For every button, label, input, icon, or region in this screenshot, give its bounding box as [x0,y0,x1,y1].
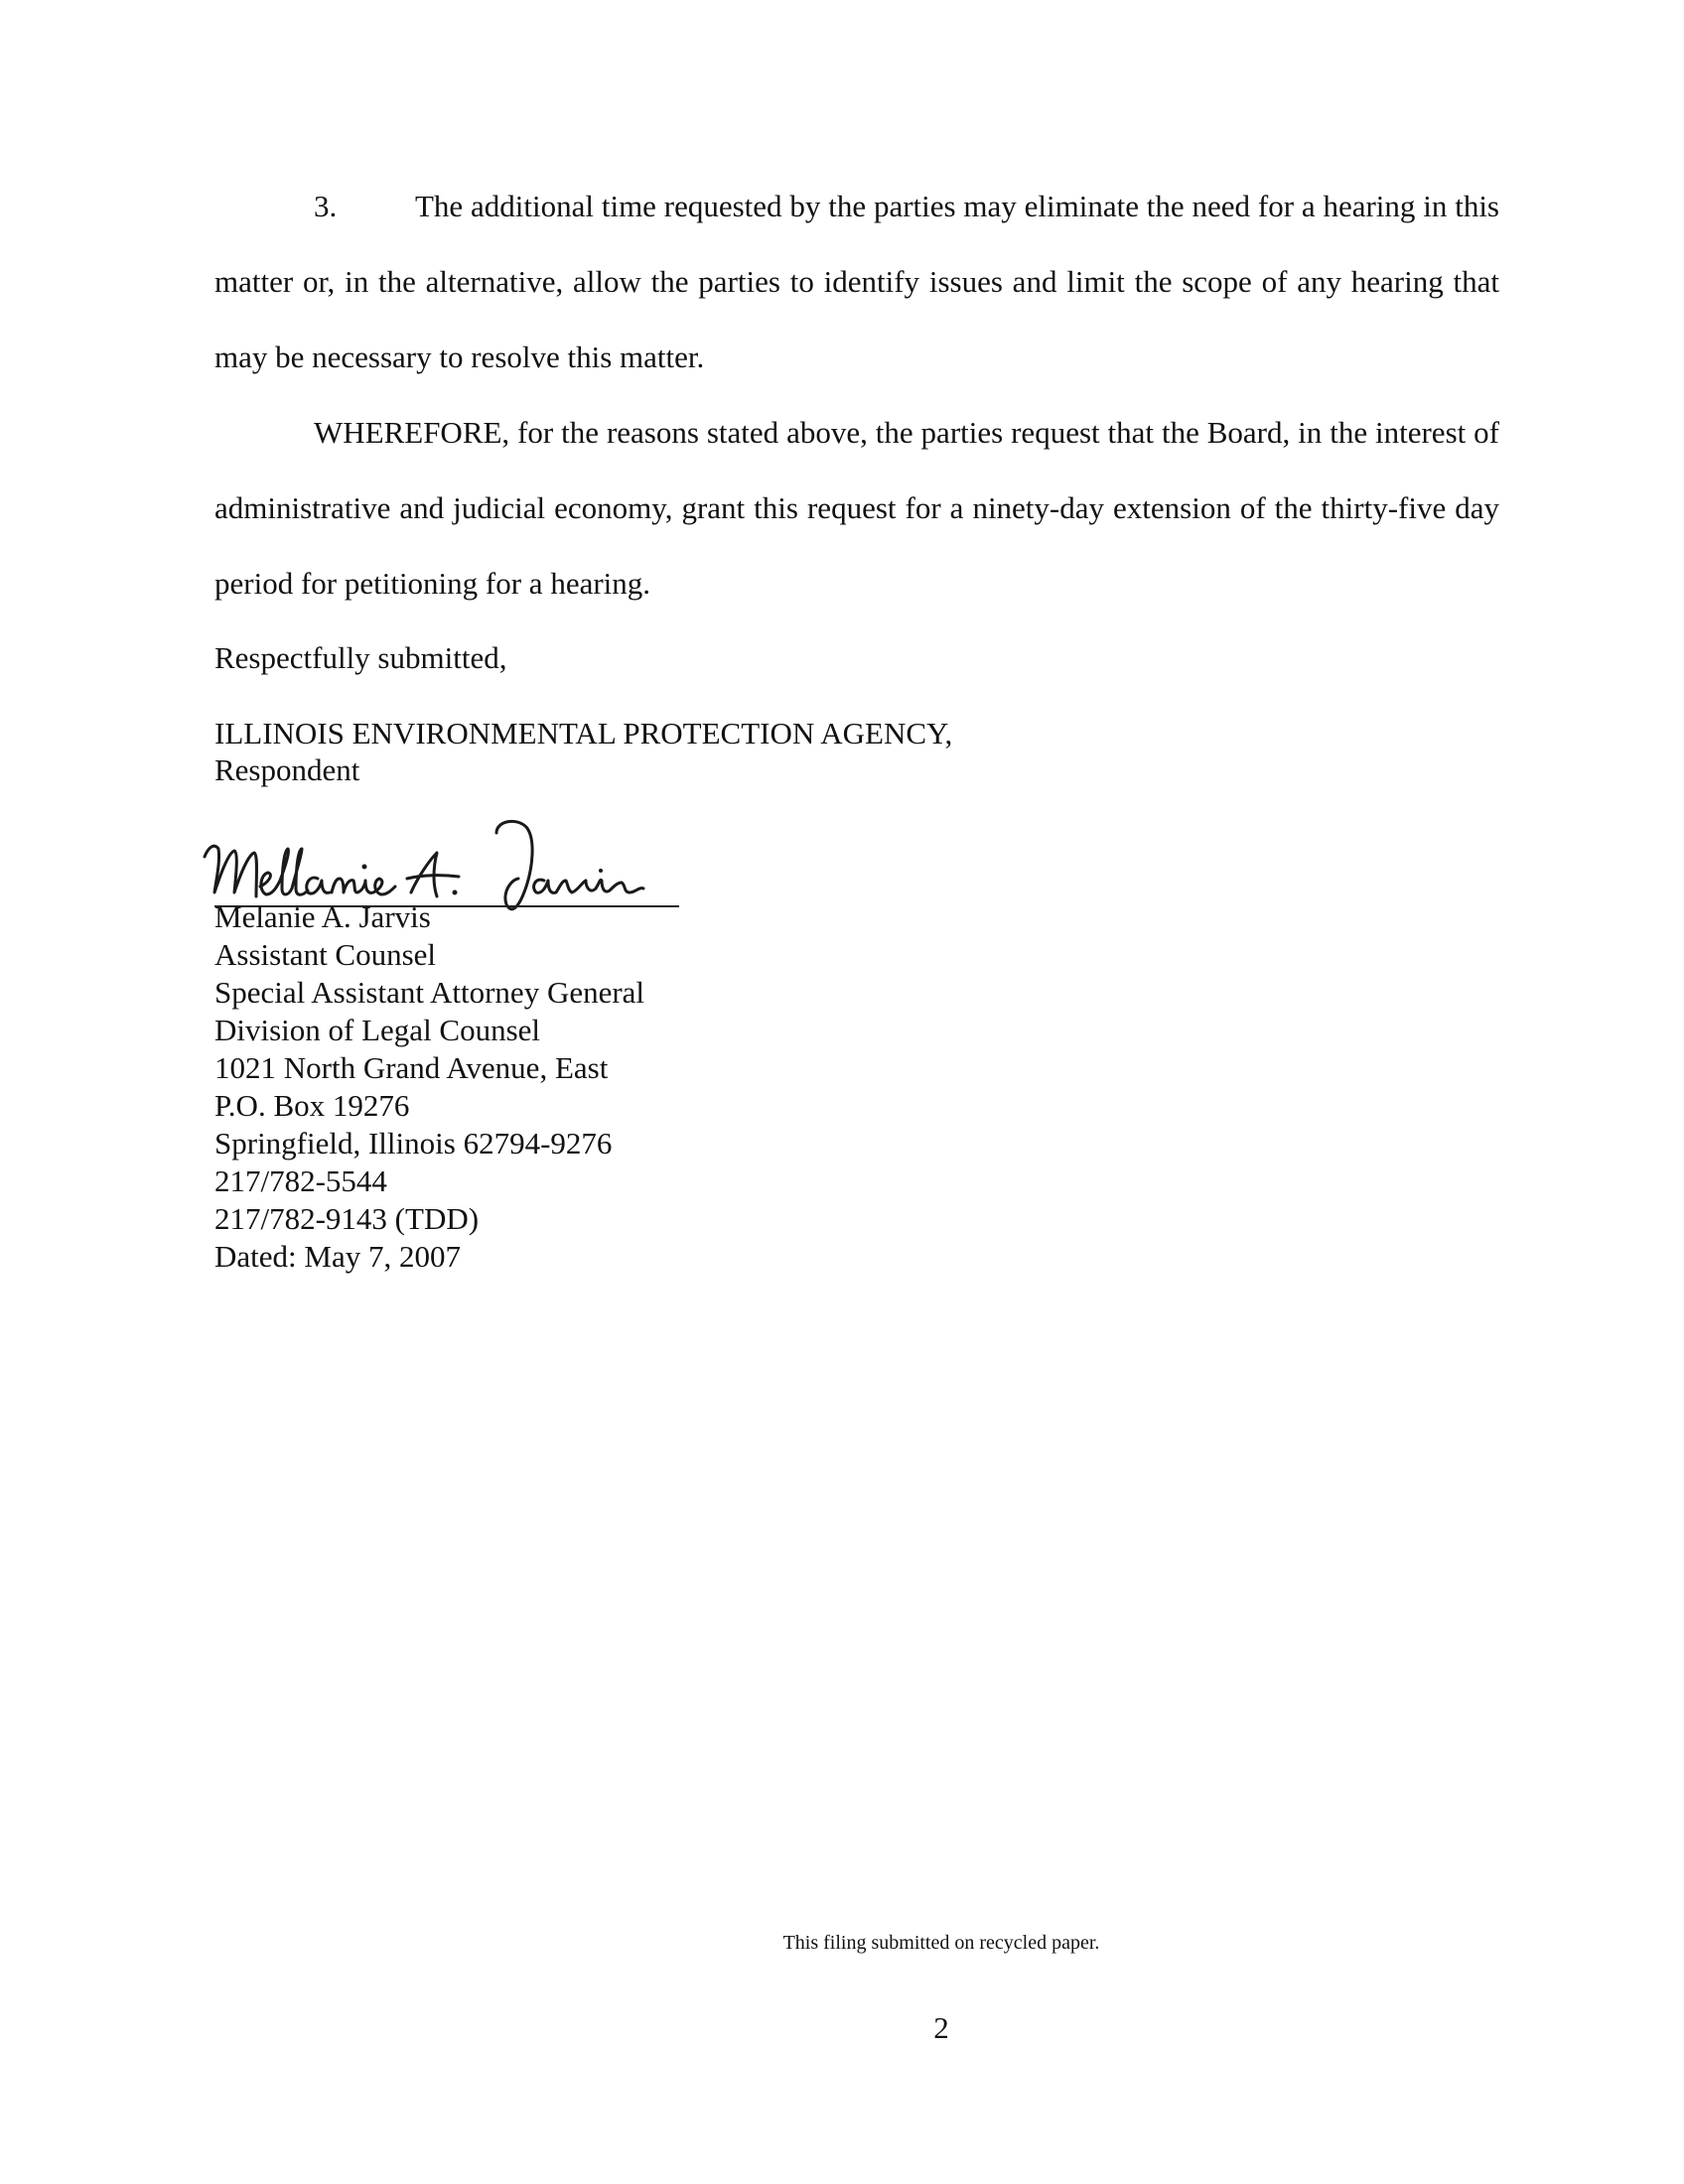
tdd-number: 217/782-9143 (TDD) [214,1201,480,1236]
address-city: Springfield, Illinois 62794-9276 [214,1126,613,1160]
address-po-box: P.O. Box 19276 [214,1088,410,1123]
paragraph-3-text: The additional time requested by the parties may eliminate the need for a hearing in this matter or, in the alternative, allow the parties to identify issues and limit the scope of any hearing that may be necessary to resolve this matter. [214,189,1499,374]
signature-block [214,898,644,1276]
paragraph-3 [214,169,1499,395]
signer-title-2: Special Assistant Attorney General [214,975,645,1010]
wherefore-paragraph [214,395,1499,621]
signer-division: Division of Legal Counsel [214,1013,541,1047]
agency-name: ILLINOIS ENVIRONMENTAL PROTECTION AGENCY, [214,716,953,751]
signer-title: Assistant Counsel [214,937,437,972]
recycled-paper-note: This filing submitted on recycled paper. [782,1932,1100,1954]
wherefore-text: WHEREFORE, for the reasons stated above, the parties request that the Board, in the interest of administrative and judicial economy, grant this request for a ninety-day extension of the thirty-five day period for petitioning for a hearing. [214,415,1499,601]
paragraph-number: 3. [314,189,338,223]
page-number: 2 [933,2010,949,2045]
respondent-label: Respondent [214,752,360,787]
signer-name: Melanie A. Jarvis [214,899,431,934]
address-street: 1021 North Grand Avenue, East [214,1050,609,1085]
closing-line: Respectfully submitted, [214,640,507,675]
phone-number: 217/782-5544 [214,1163,387,1198]
date-line: Dated: May 7, 2007 [214,1239,461,1274]
